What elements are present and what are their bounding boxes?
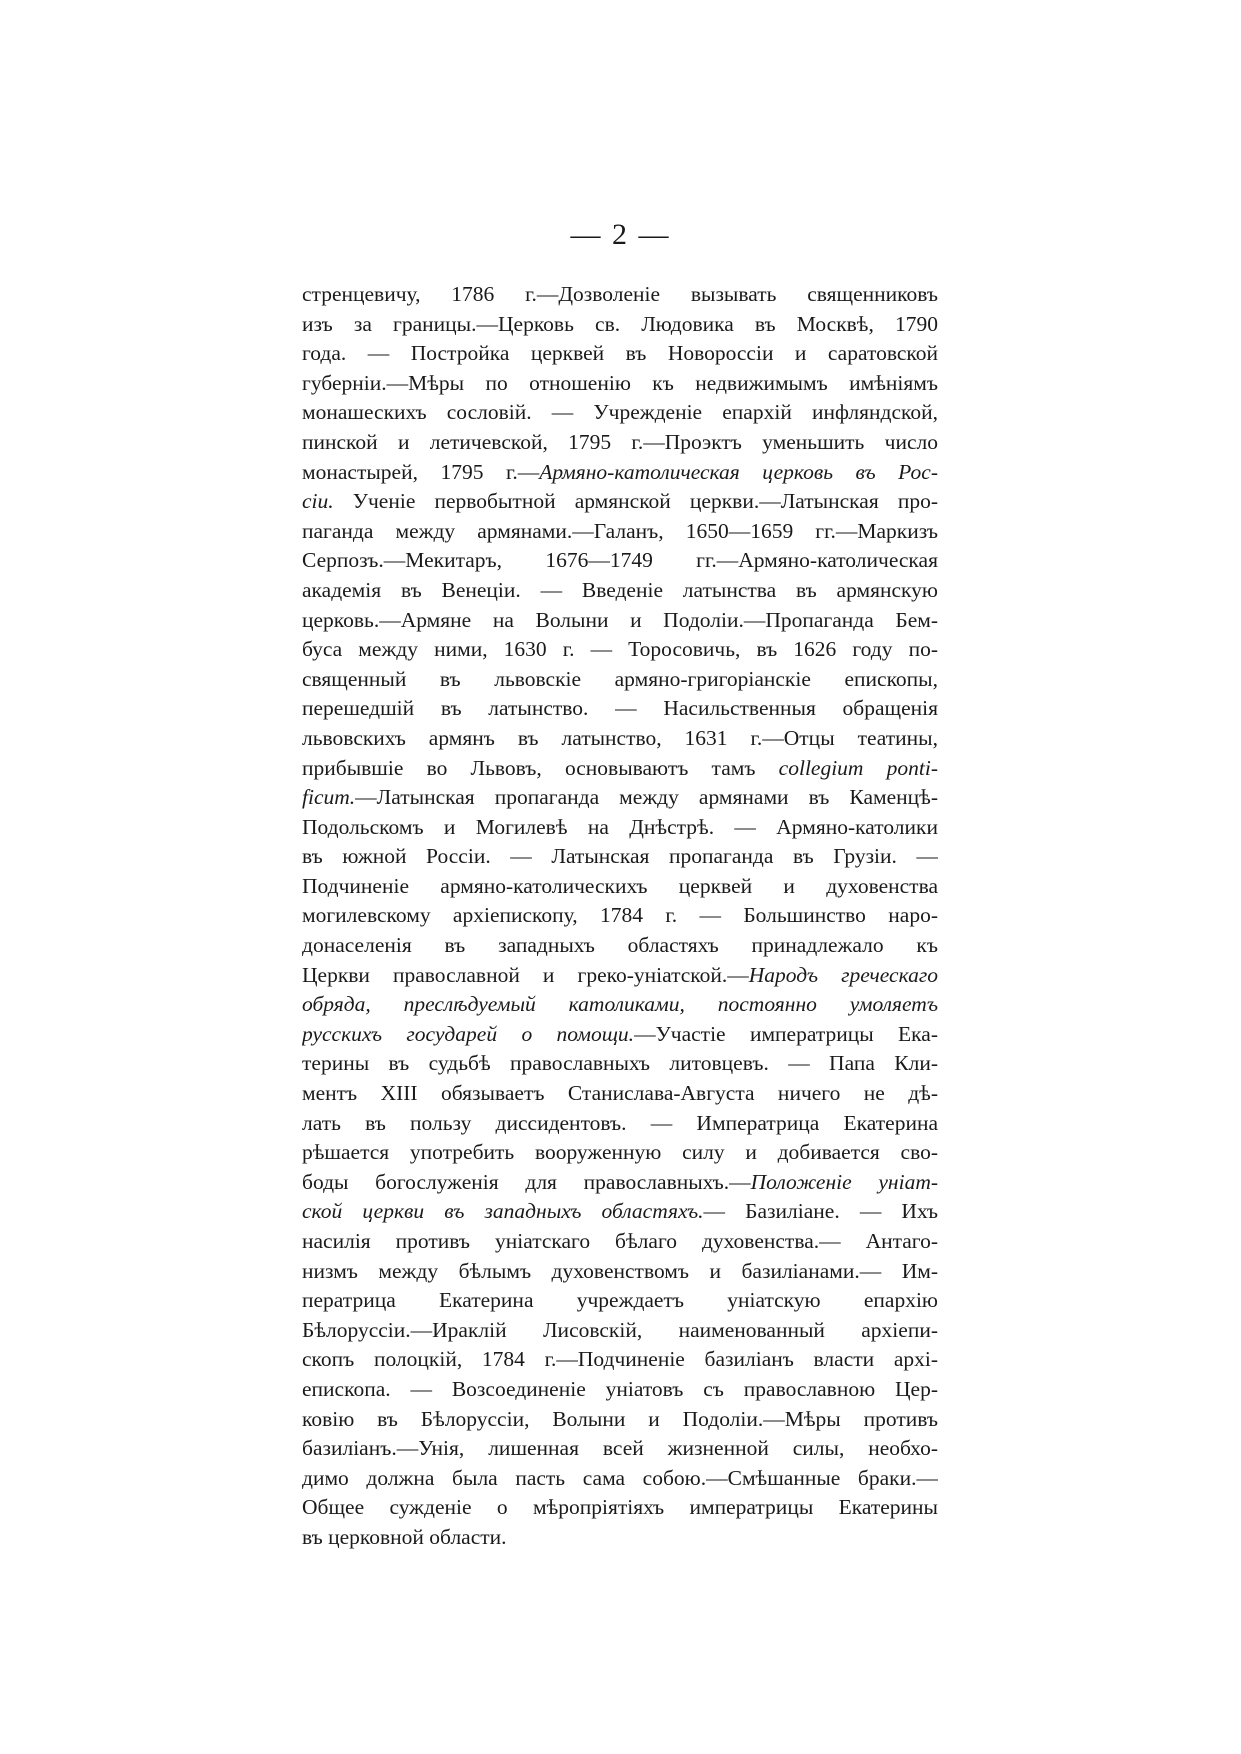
italic-text-segment: Народъ греческаго <box>748 962 938 987</box>
italic-text-segment: обряда, преслѣдуемый католиками, постоянно умоляетъ <box>302 992 938 1017</box>
text-segment: священный въ львовскіе армяно-григоріанскіе епископы, <box>302 666 938 691</box>
text-segment: паганда между армянами.—Галанъ, 1650—1659 гг.—Маркизъ <box>302 518 938 543</box>
text-segment: лать въ пользу диссидентовъ. — Императрица Екатерина <box>302 1110 938 1135</box>
text-segment: ковію въ Бѣлоруссіи, Волыни и Подоліи.—Мѣры противъ <box>302 1406 938 1431</box>
text-line <box>302 1316 938 1346</box>
text-segment: епископа. — Возсоединеніе уніатовъ съ православною Цер- <box>302 1376 938 1401</box>
text-line <box>302 1405 938 1435</box>
text-line <box>302 517 938 547</box>
text-line <box>302 339 938 369</box>
text-line <box>302 576 938 606</box>
text-line <box>302 1257 938 1287</box>
text-segment: въ южной Россіи. — Латынская пропаганда въ Грузіи. — <box>302 844 938 869</box>
text-segment: —Участіе императрицы Ека- <box>634 1021 938 1046</box>
text-line <box>302 872 938 902</box>
text-line <box>302 842 938 872</box>
text-segment: буса между ними, 1630 г. — Торосовичь, въ 1626 году по- <box>302 637 938 662</box>
text-line <box>302 310 938 340</box>
italic-text-segment: ficum. <box>302 785 356 810</box>
text-line <box>302 1464 938 1494</box>
text-line <box>302 665 938 695</box>
text-line <box>302 1227 938 1257</box>
text-line <box>302 635 938 665</box>
text-line <box>302 961 938 991</box>
text-line <box>302 487 938 517</box>
text-line <box>302 1109 938 1139</box>
text-segment: монастырей, 1795 г.— <box>302 459 540 484</box>
italic-text-segment: collegium ponti- <box>778 755 938 780</box>
text-line <box>302 398 938 428</box>
text-segment: базиліанъ.—Унія, лишенная всей жизненной силы, необхо- <box>302 1436 938 1461</box>
text-segment: прибывшіе во Львовъ, основываютъ тамъ <box>302 755 779 780</box>
italic-text-segment: русскихъ государей о помощи. <box>302 1021 635 1046</box>
text-line <box>302 724 938 754</box>
italic-text-segment: Армяно-католическая церковь въ Рос- <box>539 459 938 484</box>
text-line <box>302 1138 938 1168</box>
page-number: — 2 — <box>570 218 671 251</box>
text-segment: Общее сужденіе о мѣропріятіяхъ императрицы Екатерины <box>302 1495 938 1520</box>
text-line <box>302 1049 938 1079</box>
text-line <box>302 458 938 488</box>
text-segment: стренцевичу, 1786 г.—Дозволеніе вызывать священниковъ <box>302 282 938 306</box>
text-line <box>302 1168 938 1198</box>
text-line <box>302 428 938 458</box>
text-segment: Бѣлоруссіи.—Ираклій Лисовскій, наименованный архіепи- <box>302 1317 938 1342</box>
text-line <box>302 369 938 399</box>
italic-text-segment: ской церкви въ западныхъ областяхъ. <box>302 1199 704 1224</box>
text-segment: димо должна была пасть сама собою.—Смѣшанные браки.— <box>302 1465 938 1490</box>
text-segment: пинской и летичевской, 1795 г.—Проэктъ уменьшить число <box>302 429 938 454</box>
text-line <box>302 606 938 636</box>
text-segment: рѣшается употребить вооруженную силу и добивается сво- <box>302 1140 938 1165</box>
text-segment: низмъ между бѣлымъ духовенствомъ и базиліанами.— Им- <box>302 1258 938 1283</box>
text-segment: Ученіе первобытной армянской церкви.—Латынская про- <box>333 489 938 514</box>
text-line <box>302 931 938 961</box>
text-line <box>302 754 938 784</box>
text-line <box>302 1493 938 1523</box>
text-line <box>302 1434 938 1464</box>
text-segment: Подольскомъ и Могилевѣ на Днѣстрѣ. — Армяно-католики <box>302 814 938 839</box>
text-segment: изъ за границы.—Церковь св. Людовика въ Москвѣ, 1790 <box>302 311 938 336</box>
text-segment: терины въ судьбѣ православныхъ литовцевъ. — Папа Кли- <box>302 1051 938 1076</box>
text-segment: львовскихъ армянъ въ латынство, 1631 г.—Отцы театины, <box>302 725 938 750</box>
text-line <box>302 901 938 931</box>
text-line <box>302 280 938 310</box>
body-text <box>302 280 938 1553</box>
text-segment: Церкви православной и греко-уніатской.— <box>302 962 749 987</box>
text-segment: академія въ Венеціи. — Введеніе латынства въ армянскую <box>302 577 938 602</box>
text-line <box>302 783 938 813</box>
text-line <box>302 1020 938 1050</box>
text-segment: Подчиненіе армяно-католическихъ церквей и духовенства <box>302 873 938 898</box>
text-segment: —Латынская пропаганда между армянами въ Каменцѣ- <box>355 785 938 810</box>
text-line <box>302 694 938 724</box>
text-line <box>302 1375 938 1405</box>
text-segment: церковь.—Армяне на Волыни и Подоліи.—Пропаганда Бем- <box>302 607 938 632</box>
text-segment: монашескихъ сословій. — Учрежденіе епархій инфляндской, <box>302 400 938 425</box>
text-line <box>302 1197 938 1227</box>
text-segment: донаселенія въ западныхъ областяхъ принадлежало къ <box>302 933 938 958</box>
text-segment: ментъ XIII обязываетъ Станислава-Августа ничего не дѣ- <box>302 1081 938 1106</box>
text-segment: — Базиліане. — Ихъ <box>703 1199 938 1224</box>
text-segment: въ церковной области. <box>302 1524 507 1549</box>
text-line <box>302 990 938 1020</box>
italic-text-segment: сіи. <box>302 489 334 514</box>
italic-text-segment: Положеніе уніат- <box>750 1169 938 1194</box>
text-segment: года. — Постройка церквей въ Новороссіи и саратовской <box>302 341 938 366</box>
text-segment: перешедшій въ латынство. — Насильственныя обращенія <box>302 696 938 721</box>
text-line <box>302 1286 938 1316</box>
text-line <box>302 1523 938 1553</box>
text-line <box>302 546 938 576</box>
text-segment: могилевскому архіепископу, 1784 г. — Большинство наро- <box>302 903 938 928</box>
text-line <box>302 813 938 843</box>
text-segment: ператрица Екатерина учреждаетъ уніатскую епархію <box>302 1288 938 1313</box>
text-segment: насилія противъ уніатскаго бѣлаго духовенства.— Антаго- <box>302 1229 938 1253</box>
text-segment: боды богослуженія для православныхъ.— <box>302 1169 751 1194</box>
text-line <box>302 1079 938 1109</box>
text-segment: Серпозъ.—Мекитаръ, 1676—1749 гг.—Армяно-католическая <box>302 548 938 573</box>
text-line <box>302 1345 938 1375</box>
text-segment: скопъ полоцкій, 1784 г.—Подчиненіе базиліанъ власти архі- <box>302 1347 938 1372</box>
text-segment: губерніи.—Мѣры по отношенію къ недвижимымъ имѣніямъ <box>302 370 938 395</box>
